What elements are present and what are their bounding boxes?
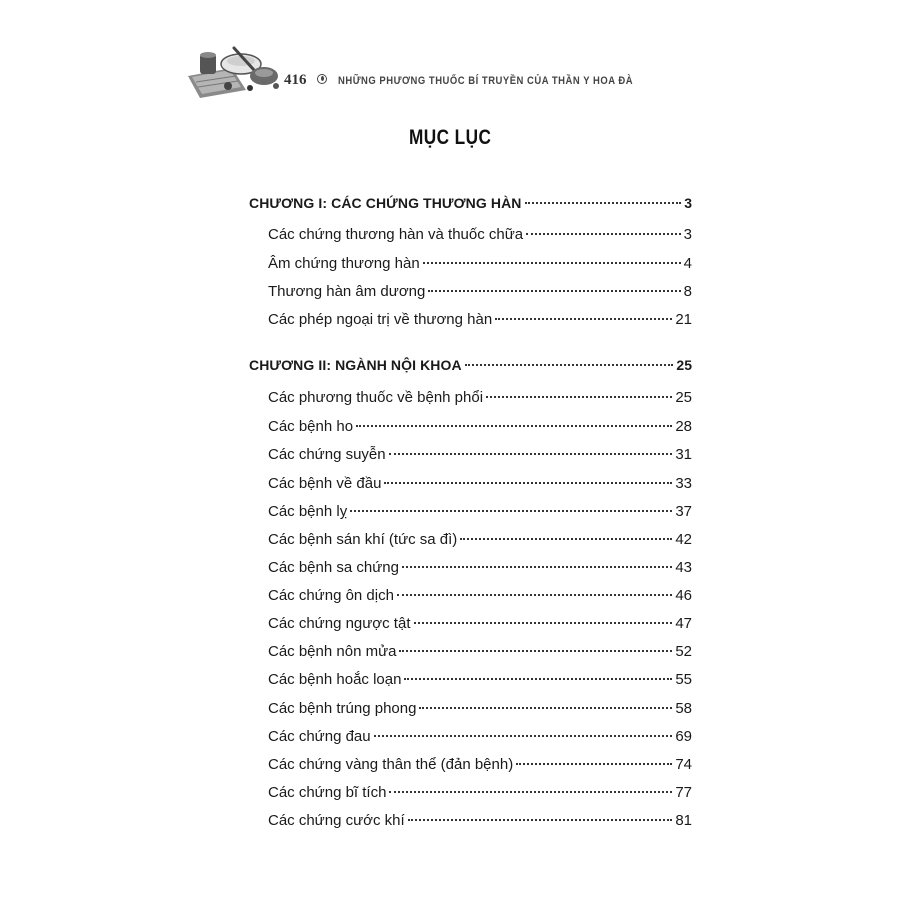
item-page: 74	[675, 756, 692, 773]
toc-item[interactable]	[268, 756, 692, 778]
toc-item[interactable]	[268, 643, 692, 665]
toc-item[interactable]	[268, 418, 692, 440]
dot-leader	[356, 425, 672, 427]
toc-item[interactable]	[268, 226, 692, 248]
chapter-page: 25	[676, 357, 692, 373]
item-page: 33	[675, 475, 692, 492]
yin-yang-ornament-icon	[317, 74, 327, 84]
toc-title: MỤC LỤC	[408, 126, 492, 149]
item-page: 77	[675, 784, 692, 801]
dot-leader	[374, 735, 673, 737]
item-page: 43	[675, 559, 692, 576]
dot-leader	[465, 364, 674, 366]
item-label: Các bệnh về đầu	[268, 475, 382, 492]
toc-item[interactable]	[268, 812, 692, 834]
item-page: 58	[675, 700, 692, 717]
toc-item[interactable]	[268, 389, 692, 411]
item-page: 28	[675, 418, 692, 435]
dot-leader	[525, 202, 682, 204]
dot-leader	[350, 510, 672, 512]
toc-item[interactable]	[268, 728, 692, 750]
dot-leader	[397, 594, 672, 596]
item-page: 21	[675, 311, 692, 328]
item-label: Các bệnh hoắc loạn	[268, 671, 402, 688]
chapter-title: CHƯƠNG II: NGÀNH NỘI KHOA	[249, 357, 462, 373]
item-page: 25	[675, 389, 692, 406]
dot-leader	[404, 678, 672, 680]
item-label: Các phép ngoại trị về thương hàn	[268, 311, 493, 328]
dot-leader	[402, 566, 672, 568]
item-page: 4	[683, 255, 692, 272]
dot-leader	[389, 453, 673, 455]
item-label: Các chứng cước khí	[268, 812, 405, 829]
item-page: 37	[675, 503, 692, 520]
chapter-page: 3	[684, 195, 692, 211]
item-page: 52	[675, 643, 692, 660]
dot-leader	[419, 707, 672, 709]
dot-leader	[428, 290, 680, 292]
toc-chapter-2[interactable]	[249, 357, 692, 379]
item-page: 46	[675, 587, 692, 604]
item-page: 81	[675, 812, 692, 829]
dot-leader	[516, 763, 672, 765]
book-title: NHỮNG PHƯƠNG THUỐC BÍ TRUYỀN CỦA THẦN Y HOA ĐÀ	[338, 75, 634, 87]
item-page: 8	[683, 283, 692, 300]
item-label: Âm chứng thương hàn	[268, 255, 420, 272]
item-label: Các bệnh sán khí (tức sa đì)	[268, 531, 458, 548]
toc-item[interactable]	[268, 283, 692, 305]
item-label: Các bệnh ho	[268, 418, 354, 435]
item-label: Các bệnh sa chứng	[268, 559, 399, 576]
toc-item[interactable]	[268, 559, 692, 581]
toc-item[interactable]	[268, 311, 692, 333]
dot-leader	[486, 396, 672, 398]
item-label: Các chứng bĩ tích	[268, 784, 387, 801]
dot-leader	[389, 791, 672, 793]
dot-leader	[495, 318, 672, 320]
item-label: Các chứng ngược tật	[268, 615, 411, 632]
herbal-medicine-illustration-icon	[186, 46, 286, 100]
item-label: Các bệnh trúng phong	[268, 700, 417, 717]
item-page: 55	[675, 671, 692, 688]
dot-leader	[414, 622, 673, 624]
toc-item[interactable]	[268, 255, 692, 277]
item-label: Các phương thuốc về bệnh phổi	[268, 389, 484, 406]
item-page: 69	[675, 728, 692, 745]
toc-item[interactable]	[268, 587, 692, 609]
chapter-title: CHƯƠNG I: CÁC CHỨNG THƯƠNG HÀN	[249, 195, 522, 211]
item-label: Các chứng vàng thân thể (đản bệnh)	[268, 756, 514, 773]
item-page: 3	[683, 226, 692, 243]
running-header	[186, 46, 746, 102]
item-page: 42	[675, 531, 692, 548]
item-label: Thương hàn âm dương	[268, 283, 426, 300]
item-label: Các chứng đau	[268, 728, 371, 745]
toc-item[interactable]	[268, 503, 692, 525]
toc-item[interactable]	[268, 446, 692, 468]
item-label: Các chứng ôn dịch	[268, 587, 394, 604]
page-number: 416	[284, 72, 307, 88]
item-label: Các bệnh nôn mửa	[268, 643, 397, 660]
dot-leader	[384, 482, 672, 484]
dot-leader	[408, 819, 673, 821]
toc-item[interactable]	[268, 475, 692, 497]
toc-item[interactable]	[268, 671, 692, 693]
item-label: Các bệnh lỵ	[268, 503, 348, 520]
toc-item[interactable]	[268, 700, 692, 722]
item-page: 31	[675, 446, 692, 463]
item-label: Các chứng suyễn	[268, 446, 386, 463]
dot-leader	[460, 538, 672, 540]
dot-leader	[399, 650, 672, 652]
toc-item[interactable]	[268, 531, 692, 553]
item-label: Các chứng thương hàn và thuốc chữa	[268, 226, 524, 243]
dot-leader	[423, 262, 681, 264]
toc-item[interactable]	[268, 784, 692, 806]
toc-item[interactable]	[268, 615, 692, 637]
dot-leader	[526, 233, 681, 235]
item-page: 47	[675, 615, 692, 632]
toc-chapter-1[interactable]	[249, 195, 692, 217]
